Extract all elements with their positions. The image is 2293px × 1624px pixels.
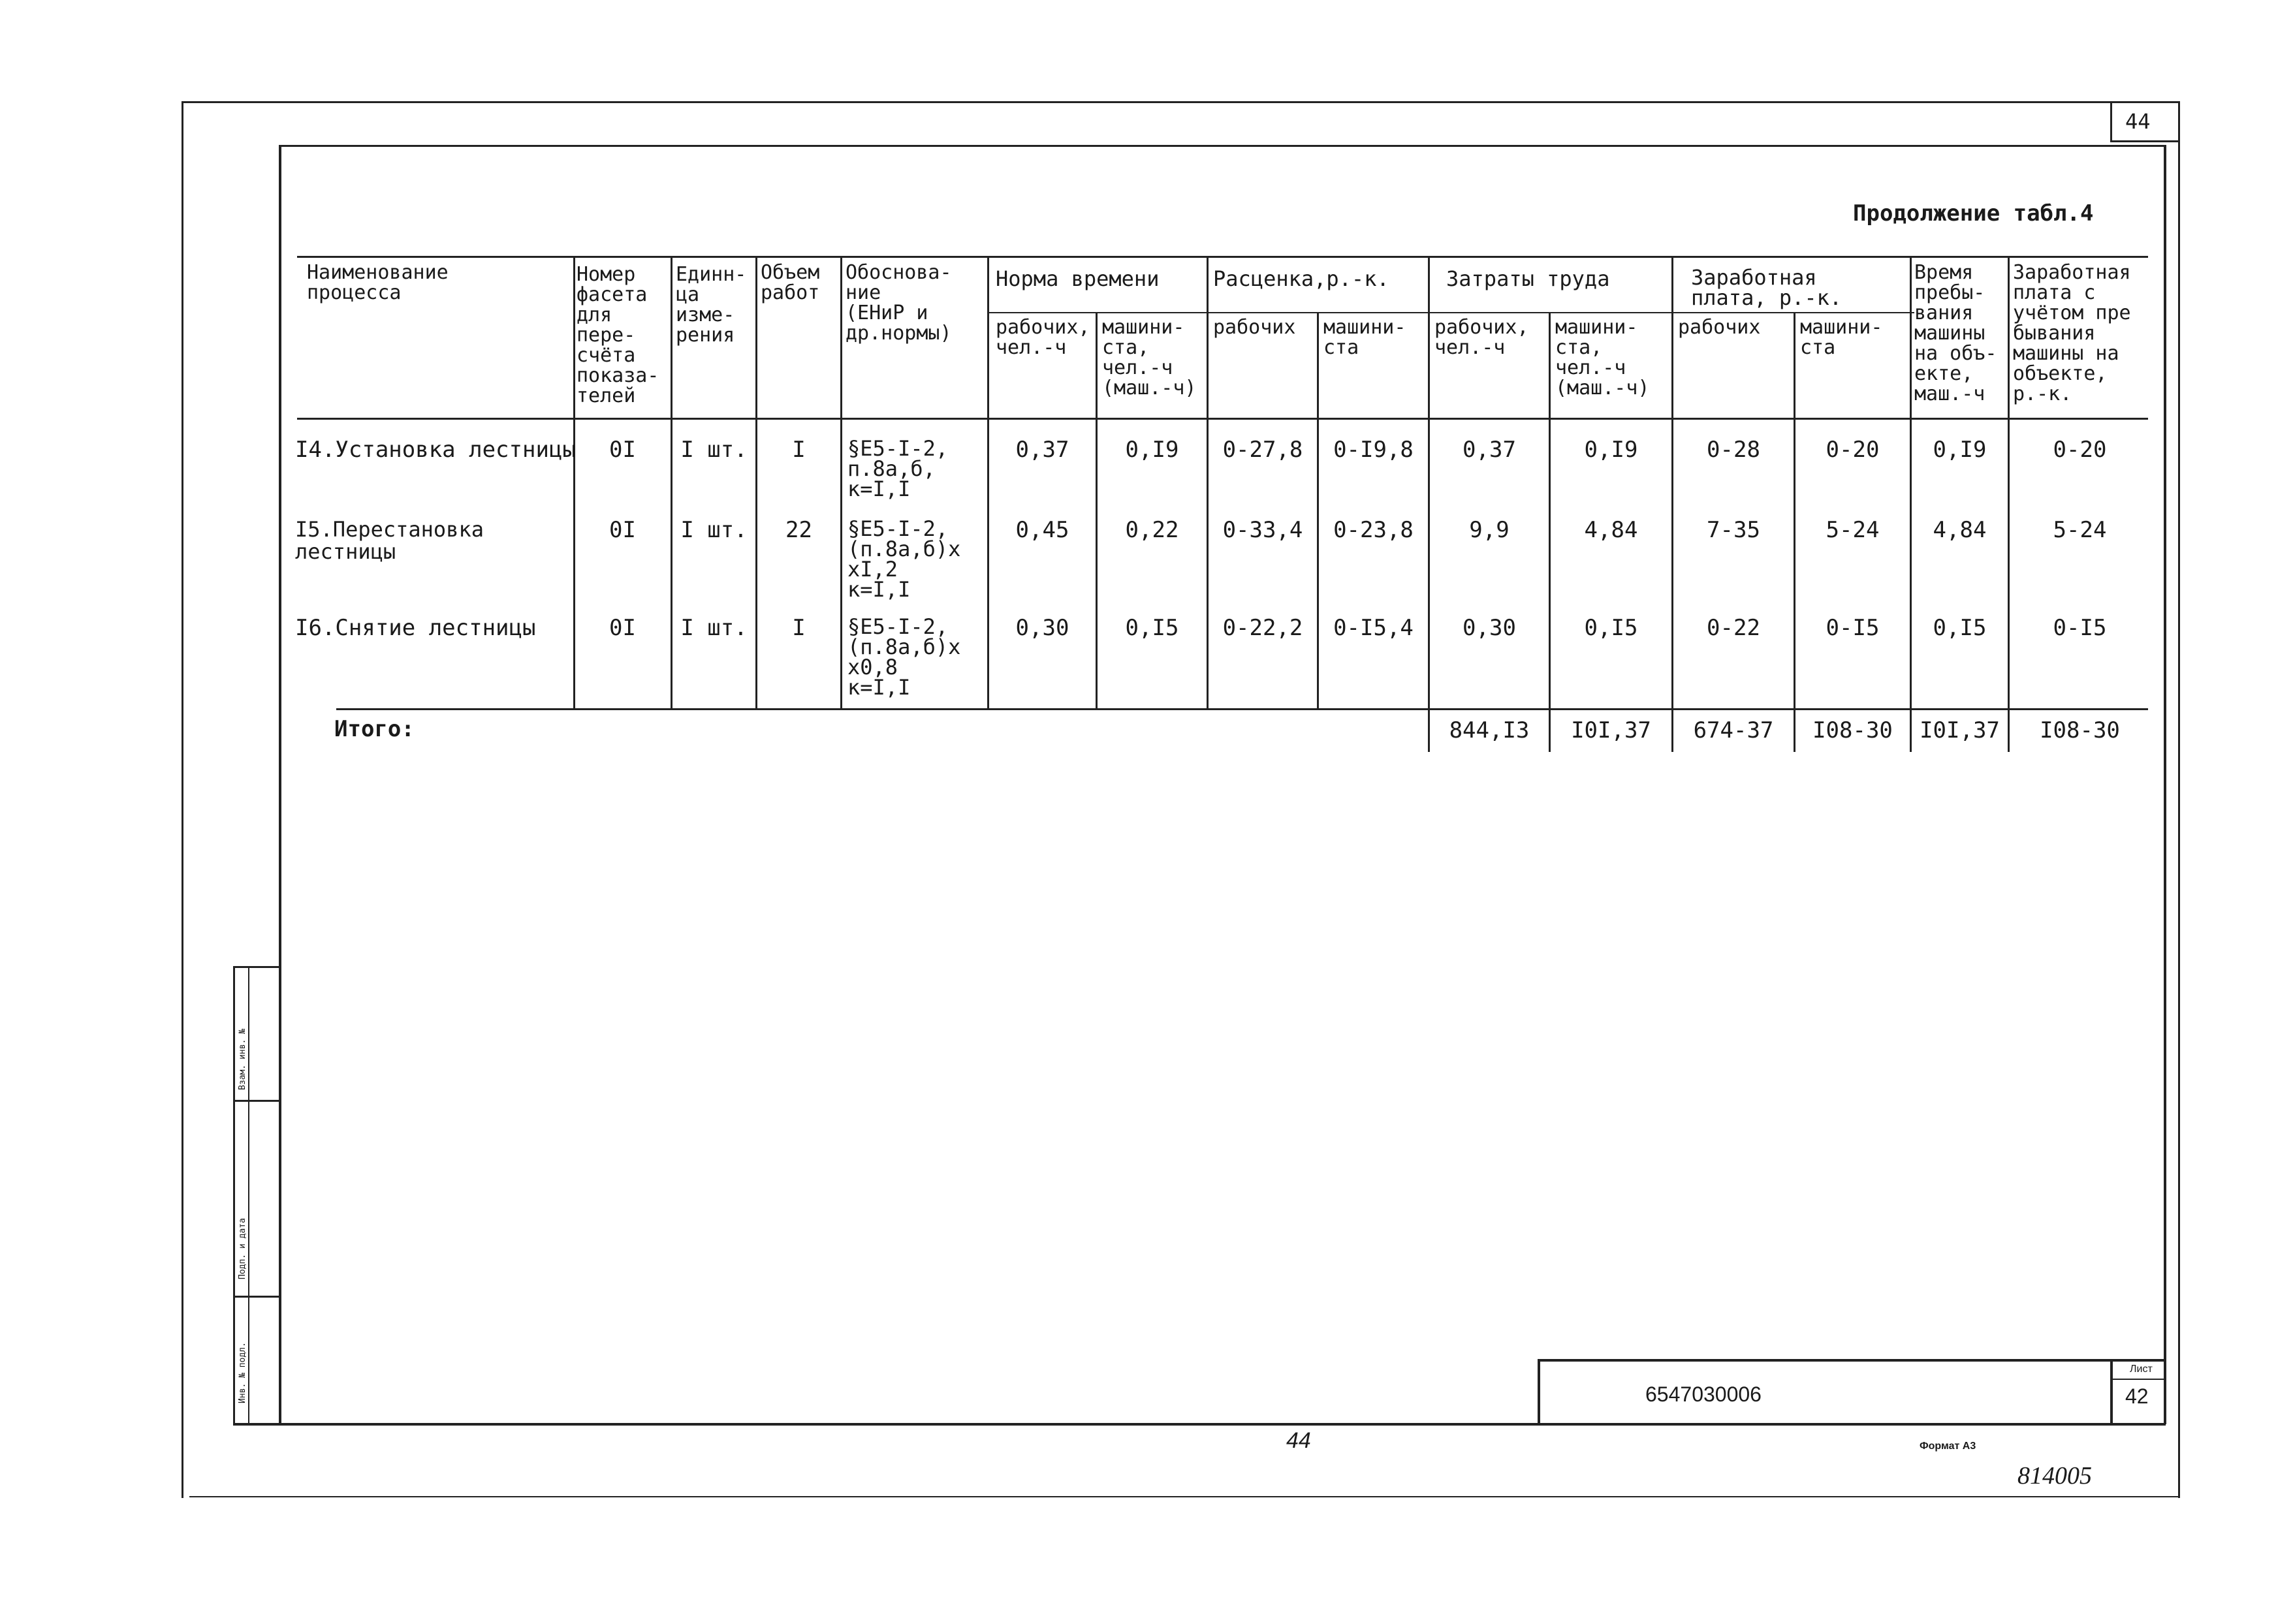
row1-tn-machinists: 0,I9 bbox=[1125, 437, 1179, 463]
inner-frame-right bbox=[2164, 145, 2166, 1424]
row2-tn-machinists: 0,22 bbox=[1125, 517, 1179, 543]
row2-rate-machinists: 0-23,8 bbox=[1333, 517, 1414, 543]
totals-wage-workers: 674-37 bbox=[1693, 717, 1774, 743]
row1-wage-workers: 0-28 bbox=[1707, 437, 1760, 463]
side-stamp-div1 bbox=[233, 1100, 280, 1102]
row2-labor-machinists: 4,84 bbox=[1584, 517, 1638, 543]
row3-volume: I bbox=[792, 615, 806, 641]
totals-labor-workers: 844,I3 bbox=[1449, 717, 1530, 743]
row3-labor-workers: 0,30 bbox=[1463, 615, 1516, 641]
row2-wage-stay: 5-24 bbox=[2053, 517, 2107, 543]
sheet-number: 42 bbox=[2125, 1384, 2149, 1408]
col-sep-2 bbox=[671, 256, 672, 710]
row1-wage-machinists: 0-20 bbox=[1826, 437, 1880, 463]
header-rate-machinists: машини- ста bbox=[1323, 316, 1406, 359]
col-sep-9 bbox=[1428, 256, 1430, 752]
title-block-left bbox=[1538, 1359, 1540, 1424]
header-basis: Обоснова- ние (ЕНиР и др.нормы) bbox=[846, 261, 952, 345]
header-labor-workers: рабочих, чел.-ч bbox=[1434, 316, 1529, 359]
bottom-page-number: 44 bbox=[1286, 1428, 1311, 1453]
row2-tn-workers: 0,45 bbox=[1015, 517, 1069, 543]
row1-machine-time: 0,I9 bbox=[1933, 437, 1987, 463]
header-rate: Расценка,р.-к. bbox=[1213, 266, 1389, 291]
row2-unit: I шт. bbox=[680, 517, 748, 543]
table-caption: Продолжение табл.4 bbox=[1853, 200, 2094, 226]
page-num-box-left bbox=[2110, 101, 2112, 142]
row3-facet: 0I bbox=[609, 615, 636, 641]
side-stamp-text-c: Инв. № подл. bbox=[238, 1342, 247, 1403]
row1-volume: I bbox=[792, 437, 806, 463]
totals-machine-time: I0I,37 bbox=[1920, 717, 2000, 743]
col-sep-14 bbox=[2008, 256, 2010, 752]
col-sep-1 bbox=[573, 256, 575, 710]
title-block-top bbox=[1538, 1359, 2164, 1362]
totals-label: Итого: bbox=[334, 716, 415, 742]
row3-labor-machinists: 0,I5 bbox=[1584, 615, 1638, 641]
side-stamp-text-b: Подп. и дата bbox=[238, 1218, 247, 1279]
subheader-line-b bbox=[1671, 312, 1914, 313]
col-sep-6 bbox=[1096, 312, 1098, 710]
row3-wage-workers: 0-22 bbox=[1707, 615, 1760, 641]
body-bottom-line bbox=[336, 708, 2148, 710]
row2-machine-time: 4,84 bbox=[1933, 517, 1987, 543]
col-sep-4 bbox=[840, 256, 842, 710]
outer-frame-left bbox=[182, 101, 183, 1498]
row2-basis: §Е5-I-2, (п.8а,б)х хI,2 к=I,I bbox=[847, 516, 961, 602]
outer-frame-right bbox=[2178, 101, 2180, 1498]
row1-labor-workers: 0,37 bbox=[1463, 437, 1516, 463]
header-process-name: Наименование процесса bbox=[307, 261, 449, 304]
side-stamp-inner bbox=[248, 966, 249, 1424]
header-unit: Единн- ца изме- рения bbox=[676, 263, 747, 347]
doc-code: 6547030006 bbox=[1645, 1382, 1762, 1406]
side-stamp-left bbox=[233, 966, 235, 1424]
row3-basis: §Е5-I-2, (п.8а,б)х х0,8 к=I,I bbox=[847, 614, 961, 700]
header-machine-time: Время пребы- вания машины на объ- екте, маш.-ч bbox=[1914, 261, 1997, 405]
sheet-label: Лист bbox=[2130, 1364, 2153, 1375]
row3-machine-time: 0,I5 bbox=[1933, 615, 1987, 641]
side-stamp-div2 bbox=[233, 1296, 280, 1298]
side-stamp-top bbox=[233, 966, 280, 968]
totals-wage-machinists: I08-30 bbox=[1812, 717, 1893, 743]
page-number-top: 44 bbox=[2125, 109, 2151, 134]
row2-wage-workers: 7-35 bbox=[1707, 517, 1760, 543]
title-block-sheet-sep bbox=[2110, 1359, 2113, 1424]
row2-name: I5.Перестановка лестницы bbox=[295, 517, 484, 564]
page-num-box-bottom bbox=[2110, 140, 2179, 142]
row1-rate-machinists: 0-I9,8 bbox=[1333, 437, 1414, 463]
row1-unit: I шт. bbox=[680, 437, 748, 463]
col-sep-13 bbox=[1910, 256, 1912, 752]
format-label: Формат А3 bbox=[1920, 1441, 1976, 1452]
inner-frame-left bbox=[279, 145, 281, 1424]
header-time-norm: Норма времени bbox=[996, 266, 1160, 291]
row2-facet: 0I bbox=[609, 517, 636, 543]
row1-rate-workers: 0-27,8 bbox=[1222, 437, 1303, 463]
header-labor-machinists: машини- ста, чел.-ч (маш.-ч) bbox=[1555, 316, 1650, 399]
handwritten-number: 814005 bbox=[2017, 1462, 2092, 1490]
outer-frame-bottom bbox=[189, 1496, 2179, 1497]
col-sep-8 bbox=[1317, 312, 1319, 710]
row3-tn-machinists: 0,I5 bbox=[1125, 615, 1179, 641]
header-wage: Заработная плата, р.-к. bbox=[1691, 265, 1842, 310]
header-rate-workers: рабочих bbox=[1213, 316, 1296, 339]
row3-name: I6.Снятие лестницы bbox=[295, 615, 536, 641]
inner-frame-bottom bbox=[233, 1423, 2166, 1426]
header-wage-stay: Заработная плата с учётом пре бывания машины на объекте, р.-к. bbox=[2013, 261, 2131, 405]
header-time-norm-workers: рабочих, чел.-ч bbox=[996, 316, 1090, 359]
row2-volume: 22 bbox=[785, 517, 812, 543]
row3-unit: I шт. bbox=[680, 615, 748, 641]
col-sep-7 bbox=[1207, 256, 1209, 710]
row3-wage-machinists: 0-I5 bbox=[1826, 615, 1880, 641]
header-labor: Затраты труда bbox=[1446, 266, 1610, 291]
row1-labor-machinists: 0,I9 bbox=[1584, 437, 1638, 463]
row2-wage-machinists: 5-24 bbox=[1826, 517, 1880, 543]
row2-rate-workers: 0-33,4 bbox=[1222, 517, 1303, 543]
row1-basis: §Е5-I-2, п.8а,б, к=I,I bbox=[847, 436, 949, 501]
header-wage-machinists: машини- ста bbox=[1800, 316, 1883, 359]
row1-name: I4.Установка лестницы bbox=[295, 437, 576, 463]
row1-facet: 0I bbox=[609, 437, 636, 463]
row1-tn-workers: 0,37 bbox=[1015, 437, 1069, 463]
row2-labor-workers: 9,9 bbox=[1469, 517, 1510, 543]
side-stamp-text-a: Взам. инв. № bbox=[238, 1029, 247, 1090]
totals-wage-stay: I08-30 bbox=[2040, 717, 2120, 743]
row1-wage-stay: 0-20 bbox=[2053, 437, 2107, 463]
row3-wage-stay: 0-I5 bbox=[2053, 615, 2107, 641]
outer-frame-top bbox=[182, 101, 2179, 103]
header-facet-number: Номер фасета для пере- счёта показа- телей bbox=[577, 263, 659, 407]
row3-rate-machinists: 0-I5,4 bbox=[1333, 615, 1414, 641]
header-wage-workers: рабочих bbox=[1678, 316, 1761, 339]
header-volume: Объем работ bbox=[761, 261, 820, 304]
col-sep-11 bbox=[1671, 256, 1673, 752]
row3-tn-workers: 0,30 bbox=[1015, 615, 1069, 641]
row3-rate-workers: 0-22,2 bbox=[1222, 615, 1303, 641]
col-sep-3 bbox=[755, 256, 757, 710]
inner-frame-top bbox=[279, 145, 2166, 147]
title-block-sheet-line bbox=[2110, 1379, 2165, 1380]
totals-labor-machinists: I0I,37 bbox=[1571, 717, 1651, 743]
header-time-norm-machinists: машини- ста, чел.-ч (маш.-ч) bbox=[1102, 316, 1197, 399]
col-sep-5 bbox=[987, 256, 989, 710]
